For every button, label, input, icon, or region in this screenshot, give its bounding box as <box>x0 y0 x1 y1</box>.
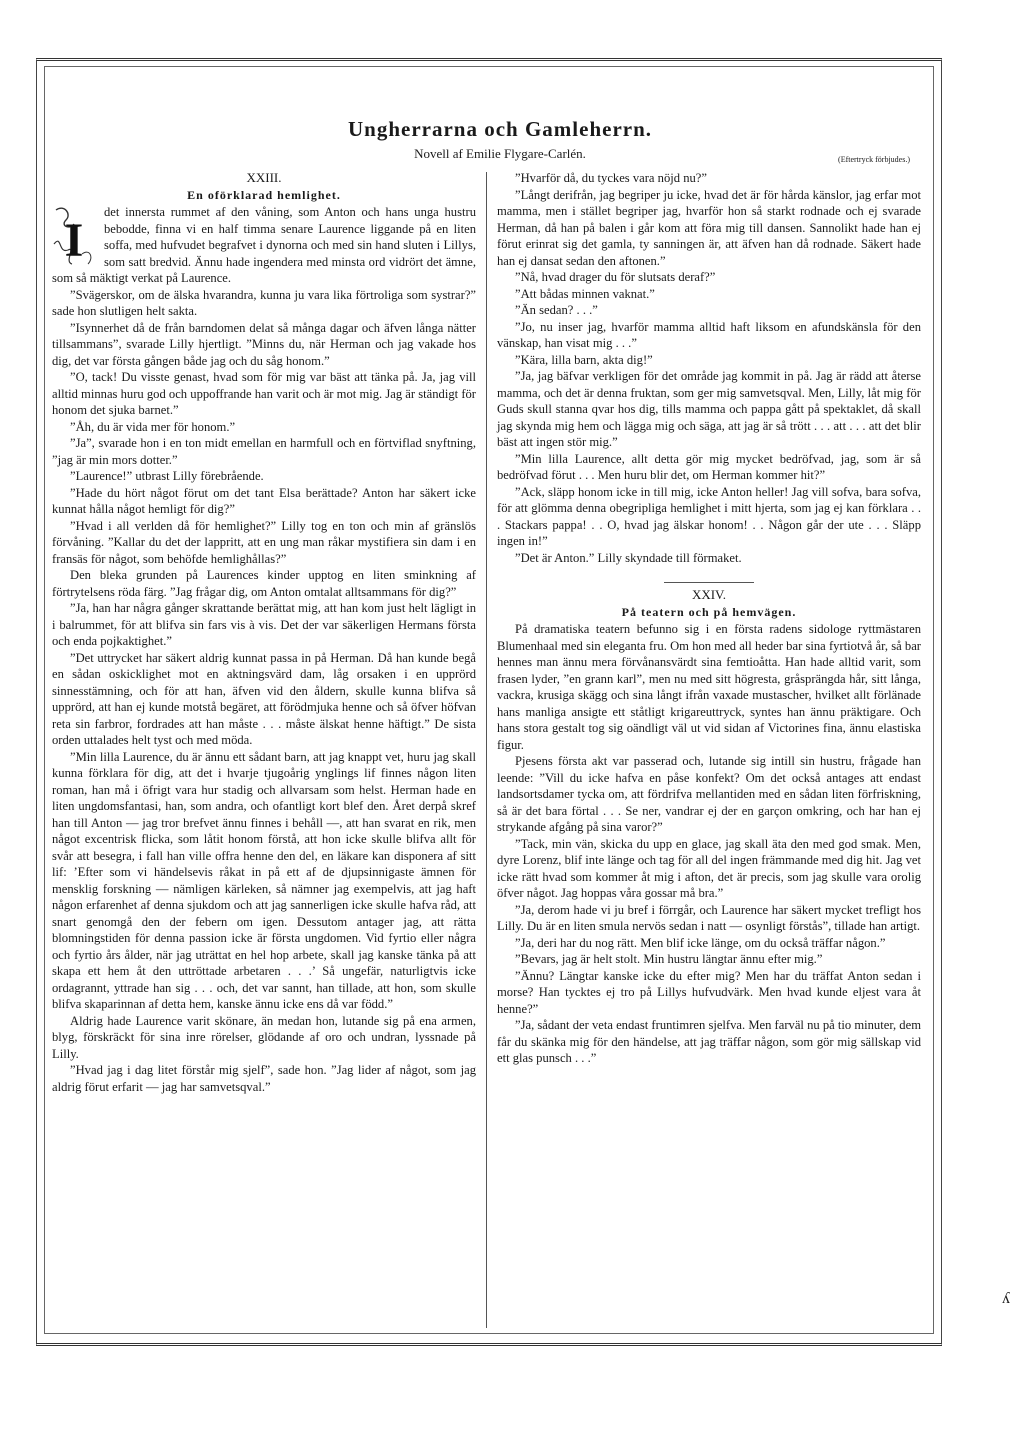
paragraph: ”Isynnerhet då de från barndomen delat så många dagar och äfven långa nätter tillsammans”, svarade Lilly hjertligt. ”Minns du, när Herman och jag vakade hos dig, det var första gången både jag och du såg honom.” <box>52 320 476 368</box>
ornamental-initial-icon <box>52 204 98 268</box>
paragraph: Aldrig hade Laurence varit skönare, än medan hon, lutande sig på ena armen, blyg, förskräckt för sina inre rörelser, glödande af oro och undran, lyssnade på Lilly. <box>52 1013 476 1061</box>
paragraph: ”Ja, jag bäfvar verkligen för det område jag kommit in på. Jag är rädd att återse mamma, och det är denna fruktan, som ger mig samvetsqval. Men, Lilly, låt mig för Guds skull stanna qvar hos dig, tills mamma och pappa gått på spektaklet, då skall jag skynda mig hem och lägga mig och säga, att jag är så trött . . . att . . . att det blir bäst att ingen stör mig.” <box>497 369 921 449</box>
paragraph: ”Ja”, svarade hon i en ton midt emellan en harmfull och en förtviflad snyftning, ”jag är min mors dotter.” <box>52 436 476 467</box>
paragraph: ”Hvad i all verlden då för hemlighet?” Lilly tog en ton och min af gränslös förvåning. ”Kallar du det der lappritt, att en ung man råkar mystifiera sin dam i en fransäs för något, som behöfde hemlighållas?” <box>52 518 476 566</box>
paragraph: ”Ja, deri har du nog rätt. Men blif icke länge, om du också träffar någon.” <box>515 935 886 950</box>
paragraph: det innersta rummet af den våning, som Anton och hans unga hustru bebodde, finna vi en half timma senare Laurence liggande på en liten soffa, med hufvudet begrafvet i dynorna och med sin hand sluten i Lillys, som satt bredvid. Ännu hade ingendera med minsta ord vidrört det ämne, som så mäktigt verkat på Laurence. <box>52 205 476 285</box>
paragraph: ”Hade du hört något förut om det tant Elsa berättade? Anton har säkert icke kunnat hålla något hemligt för dig?” <box>52 485 476 516</box>
paragraph: ”Bevars, jag är helt stolt. Min hustru längtar ännu efter mig.” <box>515 952 823 966</box>
paragraph: ”Än sedan? . . .” <box>515 303 598 317</box>
paragraph: ”Min lilla Laurence, du är ännu ett sådant barn, att jag knappt vet, huru jag skall kunna förklara för dig, att det i hvarje tjugoårig ynglings lif finnes någon liten roman, han må i öfrigt vara hur stadig och allvarsam som helst. Herman hade en liten ungdomsfantasi, han, som andra, och ofantligt kort blef den. Året derpå skref han till Anton — jag tror brefvet ännu finnes i behåll —, att han svarat en rik, men något excentrisk flicka, som låtit honom förstå, att hon icke skulle blifva allt för svår att besegra, i fall han ville offra henne den del, en läkare kan disponera af sitt lif: ’Efter som vi händelsevis råkat in på ett af de djupsinnigaste ämnen för mensklig forskning — nämligen kärleken, så nämner jag exempelvis, att jag haft någon erfarenhet af denna sjukdom och att jag sannerligen icke skulle hafva råd, att snart genomgå den der febern om igen. Dessutom antager jag, att rätta blomningstiden för denna passion icke är första ungdomen. Vid fyrtio eller några och fyrtio års ålder, när jag uträttat en hel hop arbete, skall jag kanske tänka på att skapa ett hem åt den uttröttade arbetaren . . .’ Så ungefär, naturligtvis icke ordagrannt, yttrade han sig . . . och, det var sannt, han tillade, att hon, som skulle blifva skaparinnan af detta hem, kanske ännu icke ens då var född.” <box>52 749 476 1011</box>
right-text-b <box>497 621 921 1067</box>
story-title: Ungherrarna och Gamleherrn. <box>347 117 653 141</box>
paragraph: ”Min lilla Laurence, allt detta gör mig mycket bedröfvad, jag, som är så bedröfvad förut . . . Men huru blir det, om Herman kommer hit?” <box>497 451 921 482</box>
column-divider <box>486 172 487 1328</box>
paragraph: ”Det är Anton.” Lilly skyndade till förmaket. <box>515 550 742 565</box>
reprint-notice: (Eftertryck förbjudes.) <box>838 155 910 164</box>
right-text-a <box>497 170 921 566</box>
paragraph: ”Hvad jag i dag litet förstår mig sjelf”, sade hon. ”Jag lider af något, som jag aldrig förut erfarit — jag har samvetsqval.” <box>52 1063 476 1094</box>
paragraph: ”Ack, släpp honom icke in till mig, icke Anton heller! Jag vill sofva, bara sofva, för att glömma denna obegripliga hemlighet i mitt hjerta, som jag ej kan förklara . . . Stackars pappa! . . O, hvad jag älskar honom! . . Någon går der ute . . . Släpp ingen in!” <box>497 484 921 548</box>
paragraph: ”Ja, derom hade vi ju bref i förrgår, och Laurence har säkert mycket trefligt hos Lilly. Du är en liten smula nervös sedan i natt — osynligt förstås”, tillade han artigt. <box>497 902 921 933</box>
paragraph: ”Laurence!” utbrast Lilly förebrående. <box>70 469 264 483</box>
paragraph: ”Långt derifrån, jag begriper ju icke, hvad det är för hårda känslor, jag erfar mot mamma, men i stället begriper jag, hvarför hon så starkt rodnade och ej svarade Herman, då han på balen i går kom att föra mig till dansen. Sannolikt hade han ej förut erinrat sig det gamla, ty sanningen är, att äfven han då rodnade. Säkert hade han ej dansat sedan den aftonen.” <box>497 187 921 268</box>
left-column <box>52 170 476 1095</box>
paragraph: ”Hvarför då, du tyckes vara nöjd nu?” <box>515 171 707 185</box>
right-column <box>497 170 921 1067</box>
paragraph: ”Tack, min vän, skicka du upp en glace, jag skall äta den med god smak. Men, dyre Lorenz, blif inte länge och tag för all del ingen främmande med dig hit. Jag vet icke rätt hvad som kommer åt mig i afton, det är precis, som jag skulle vara orolig öfver något. Jag hoppas våra gossar må bra.” <box>497 836 921 900</box>
paragraph: ”Att bådas minnen vaknat.” <box>515 286 655 301</box>
paragraph: ”Ja, sådant der veta endast fruntimren sjelfva. Men farväl nu på tio minuter, dem får du skänka mig för den händelse, att jag träffar någon, som gör mig sällskap vid ett glas punsch . . .” <box>497 1018 921 1065</box>
paragraph: ”Det uttrycket har säkert aldrig kunnat passa in på Herman. Då han kunde begå en sådan oskicklighet mot en aktningsvärd dam, låg orsaken i en upprörd sinnesstämning, och för att han, äfven vid den åldern, skulle kunna blifva så upprörd, att han ej kunde motstå begäret, att förödmjuka henne och så öfver höfvan reta sin farbror, fordrades att han måste . . . måste älskat henne häftigt.” De sista orden uttalades helt tyst och med möda. <box>52 650 476 747</box>
paragraph: ”Svägerskor, om de älska hvarandra, kunna ju vara lika förtroliga som systrar?” sade hon slutligen helt sakta. <box>52 287 476 318</box>
chapter-number: XXIII. <box>246 170 282 185</box>
paragraph: ”Kära, lilla barn, akta dig!” <box>515 352 653 367</box>
paragraph: ”Ännu? Längtar kanske icke du efter mig? Men har du träffat Anton sedan i morse? Han tycktes ej tro på Lillys hufvudvärk. Men hvad kunde eljest vara åt henne?” <box>497 968 921 1016</box>
left-text <box>52 204 476 1095</box>
paragraph: ”Nå, hvad drager du för slutsats deraf?” <box>515 270 716 284</box>
margin-mark: ʎ <box>1002 1290 1010 1307</box>
paragraph: ”Ja, han har några gånger skrattande berättat mig, att han kom just helt lägligt in i balrummet, för att blifva sin fars vis à vis. Det der var säkerligen Hermans första och enda pojkaktighet.” <box>52 601 476 648</box>
story-byline: Novell af Emilie Flygare-Carlén. <box>414 146 586 161</box>
chapter-heading-2: På teatern och på hemvägen. <box>621 604 797 619</box>
paragraph: ”Åh, du är vida mer för honom.” <box>70 419 236 434</box>
paragraph: Den bleka grunden på Laurences kinder upptog en liten sminkning af förtrytelsens röda färg. ”Jag frågar dig, om Anton omtalat alltsammans för dig?” <box>52 568 476 599</box>
chapter-number-2: XXIV. <box>691 587 727 602</box>
section-rule <box>664 582 754 583</box>
paragraph: Pjesens första akt var passerad och, lutande sig intill sin hustru, frågade han leende: ”Vill du icke hafva en påse konfekt? Om det också antages att endast landsortsdamer tycka om, att fördrifva mellantiden med en sådan liten förfriskning, så är det bara förtal . . . Se ner, vandrar ej der en garçon omkring, och har han ej strykande afgång på sina varor?” <box>497 754 921 834</box>
paragraph: ”Jo, nu inser jag, hvarför mamma alltid haft liksom en afundskänsla för den vänskap, han visat mig . . .” <box>497 319 921 350</box>
chapter-heading: En oförklarad hemlighet. <box>187 187 341 202</box>
paragraph: ”O, tack! Du visste genast, hvad som för mig var bäst att tänka på. Ja, jag vill alltid minnas huru god och uppoffrande han varit och är mot mig. Jag är ständigt för honom det sjuka barnet.” <box>52 370 476 417</box>
paragraph: På dramatiska teatern befunno sig i en första radens sidologe ryttmästaren Blumenhaal med sin eleganta fru. Om hon med all heder bar sina fyrtiotvå år, så bar hennes man ännu mera förvånansvärdt sina femtioåtta. Han hade alltid varit, som frasen lyder, ”en grann karl”, men nu med sitt högresta, gråsprängda hår, sitt långa, vackra, krusiga skägg och sina långt ifrån vaxade mustascher, hvilket allt förlänade hans manliga ansigte ett ståtligt krigareuttryck, syntes han ännu präktigare. Och hans stora gestalt tog sig oändligt väl ut vid sidan af Victorines fina, ännu elastiska figur. <box>497 622 921 752</box>
initial-letter: I <box>64 214 84 267</box>
